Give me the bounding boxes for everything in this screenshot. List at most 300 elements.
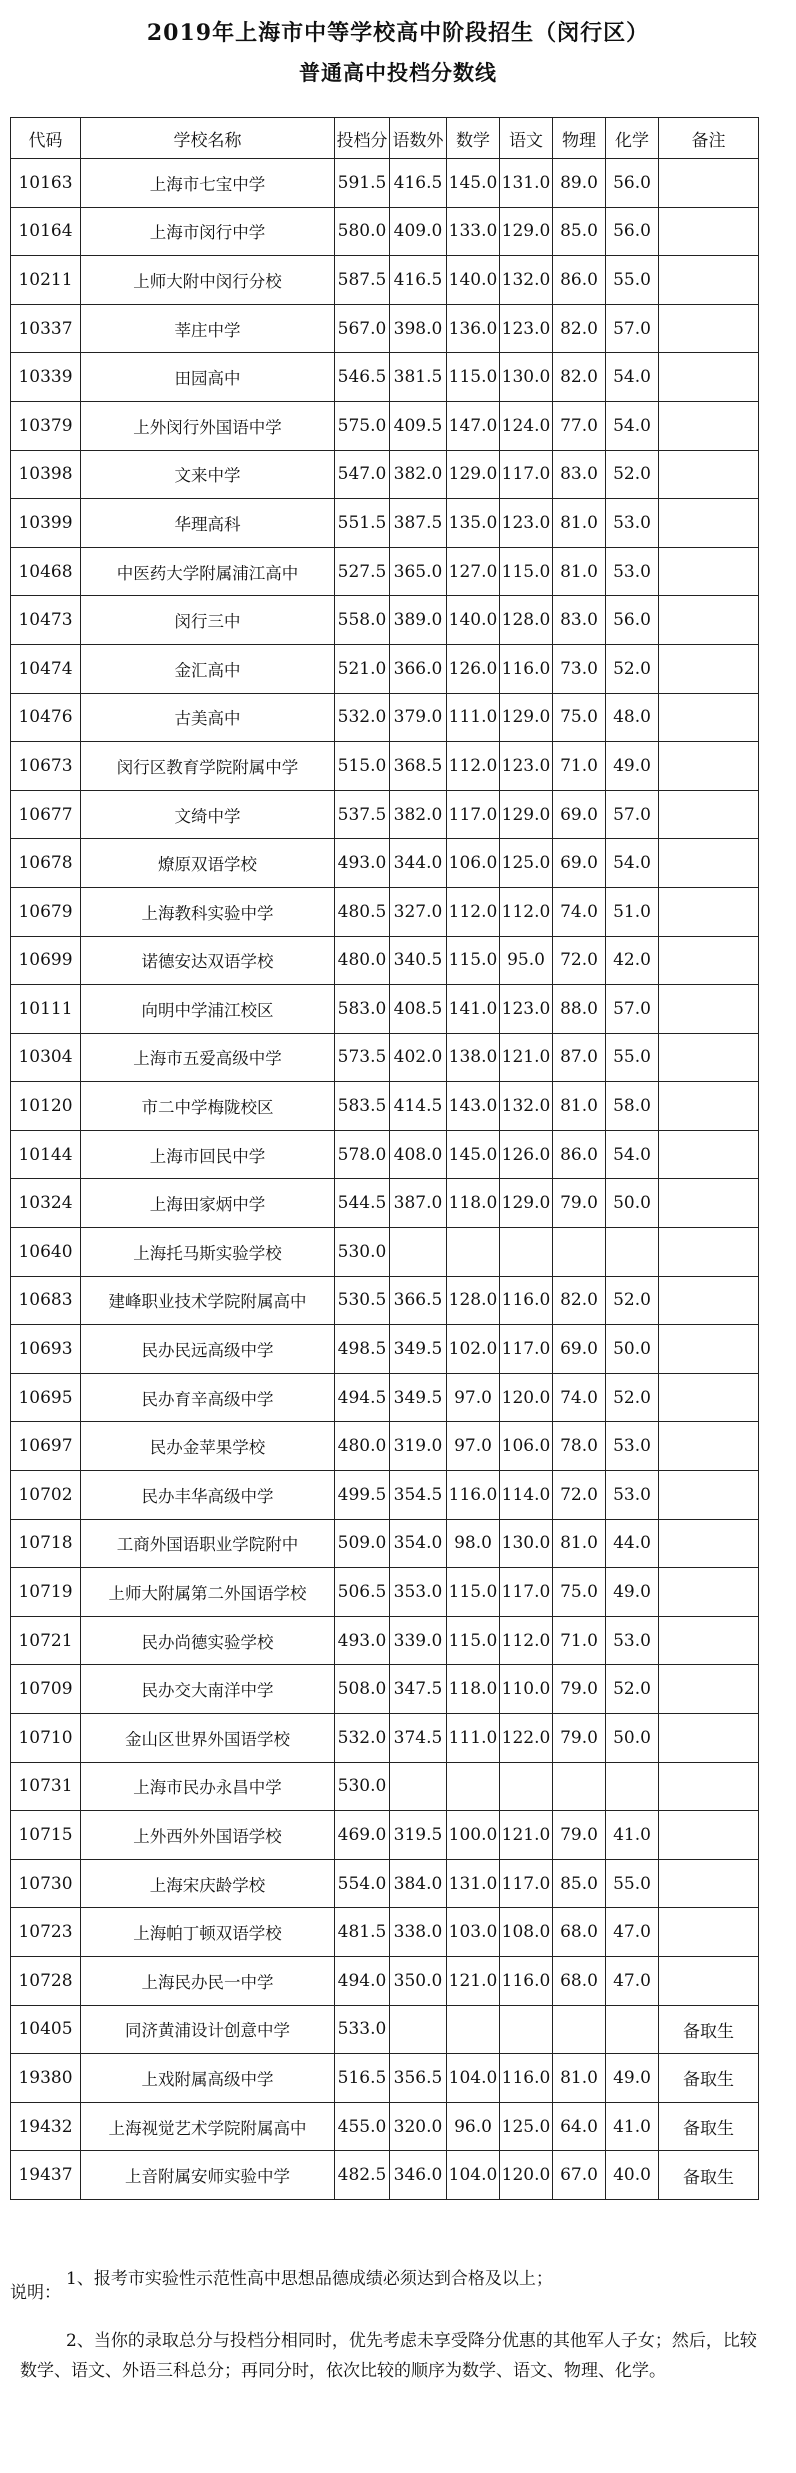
notes-label: 说明： bbox=[10, 2283, 61, 2303]
notes-section bbox=[10, 2264, 770, 2386]
chinese-cell: 129.0 bbox=[500, 207, 553, 256]
code-cell: 10702 bbox=[11, 1471, 81, 1520]
remarks-cell bbox=[659, 644, 759, 693]
math-cell: 111.0 bbox=[447, 1714, 500, 1763]
chinese-cell: 123.0 bbox=[500, 985, 553, 1034]
physics-cell: 75.0 bbox=[553, 1568, 606, 1617]
chinese-cell: 120.0 bbox=[500, 2151, 553, 2200]
code-cell: 10476 bbox=[11, 693, 81, 742]
chinese-cell: 129.0 bbox=[500, 1179, 553, 1228]
physics-cell: 81.0 bbox=[553, 1519, 606, 1568]
table-row bbox=[11, 1325, 759, 1374]
school-name-cell: 市二中学梅陇校区 bbox=[81, 1082, 335, 1131]
remarks-cell bbox=[659, 207, 759, 256]
physics-cell: 81.0 bbox=[553, 547, 606, 596]
code-cell: 10304 bbox=[11, 1033, 81, 1082]
table-row bbox=[11, 1373, 759, 1422]
chinese-math-english-cell: 402.0 bbox=[390, 1033, 447, 1082]
math-cell: 118.0 bbox=[447, 1665, 500, 1714]
table-row bbox=[11, 887, 759, 936]
math-cell: 96.0 bbox=[447, 2102, 500, 2151]
school-name-cell: 闵行三中 bbox=[81, 596, 335, 645]
table-row bbox=[11, 2102, 759, 2151]
math-cell: 104.0 bbox=[447, 2151, 500, 2200]
table-row bbox=[11, 256, 759, 305]
physics-cell: 73.0 bbox=[553, 644, 606, 693]
chinese-math-english-cell: 320.0 bbox=[390, 2102, 447, 2151]
remarks-cell bbox=[659, 1373, 759, 1422]
physics-cell: 79.0 bbox=[553, 1714, 606, 1763]
chemistry-cell: 54.0 bbox=[606, 401, 659, 450]
remarks-cell bbox=[659, 1228, 759, 1277]
chinese-math-english-cell: 408.5 bbox=[390, 985, 447, 1034]
chinese-math-english-cell: 366.0 bbox=[390, 644, 447, 693]
remarks-cell bbox=[659, 693, 759, 742]
math-cell: 100.0 bbox=[447, 1811, 500, 1860]
cutoff-score-cell: 583.0 bbox=[335, 985, 390, 1034]
math-cell bbox=[447, 1228, 500, 1277]
cutoff-score-cell: 499.5 bbox=[335, 1471, 390, 1520]
chinese-math-english-cell: 344.0 bbox=[390, 839, 447, 888]
chinese-math-english-cell: 409.5 bbox=[390, 401, 447, 450]
chinese-math-english-cell: 349.5 bbox=[390, 1373, 447, 1422]
chinese-math-english-cell: 408.0 bbox=[390, 1130, 447, 1179]
chemistry-cell: 51.0 bbox=[606, 887, 659, 936]
code-cell: 10398 bbox=[11, 450, 81, 499]
physics-cell: 81.0 bbox=[553, 1082, 606, 1131]
chinese-cell: 117.0 bbox=[500, 1859, 553, 1908]
cutoff-score-cell: 508.0 bbox=[335, 1665, 390, 1714]
cutoff-score-cell: 537.5 bbox=[335, 790, 390, 839]
chinese-math-english-cell bbox=[390, 1228, 447, 1277]
math-cell: 115.0 bbox=[447, 353, 500, 402]
chinese-cell: 121.0 bbox=[500, 1033, 553, 1082]
chemistry-cell: 52.0 bbox=[606, 450, 659, 499]
school-name-cell: 上海市七宝中学 bbox=[81, 159, 335, 208]
cutoff-score-cell: 515.0 bbox=[335, 742, 390, 791]
school-name-cell: 上海市回民中学 bbox=[81, 1130, 335, 1179]
chinese-math-english-cell: 368.5 bbox=[390, 742, 447, 791]
chinese-cell: 123.0 bbox=[500, 304, 553, 353]
physics-cell: 85.0 bbox=[553, 1859, 606, 1908]
physics-cell: 83.0 bbox=[553, 450, 606, 499]
chinese-math-english-cell: 354.5 bbox=[390, 1471, 447, 1520]
code-cell: 10677 bbox=[11, 790, 81, 839]
remarks-cell: 备取生 bbox=[659, 2151, 759, 2200]
chinese-cell: 132.0 bbox=[500, 256, 553, 305]
chinese-cell: 130.0 bbox=[500, 353, 553, 402]
physics-cell: 71.0 bbox=[553, 742, 606, 791]
remarks-cell bbox=[659, 742, 759, 791]
chemistry-cell bbox=[606, 1228, 659, 1277]
table-row bbox=[11, 1956, 759, 2005]
physics-cell: 85.0 bbox=[553, 207, 606, 256]
page-subtitle: 普通高中投档分数线 bbox=[299, 60, 497, 85]
chinese-cell: 123.0 bbox=[500, 499, 553, 548]
chemistry-cell: 50.0 bbox=[606, 1179, 659, 1228]
cutoff-score-cell: 480.0 bbox=[335, 936, 390, 985]
chinese-math-english-cell: 374.5 bbox=[390, 1714, 447, 1763]
remarks-cell bbox=[659, 1811, 759, 1860]
header-cutoff-score: 投档分 bbox=[335, 118, 390, 159]
code-cell: 10379 bbox=[11, 401, 81, 450]
table-row bbox=[11, 1811, 759, 1860]
code-cell: 19432 bbox=[11, 2102, 81, 2151]
remarks-cell bbox=[659, 1325, 759, 1374]
code-cell: 10473 bbox=[11, 596, 81, 645]
school-name-cell: 上海托马斯实验学校 bbox=[81, 1228, 335, 1277]
remarks-cell bbox=[659, 839, 759, 888]
chemistry-cell: 56.0 bbox=[606, 596, 659, 645]
physics-cell: 79.0 bbox=[553, 1665, 606, 1714]
chemistry-cell: 52.0 bbox=[606, 644, 659, 693]
remarks-cell bbox=[659, 790, 759, 839]
remarks-cell bbox=[659, 1616, 759, 1665]
cutoff-score-cell: 578.0 bbox=[335, 1130, 390, 1179]
chinese-math-english-cell: 398.0 bbox=[390, 304, 447, 353]
table-row bbox=[11, 401, 759, 450]
physics-cell: 82.0 bbox=[553, 353, 606, 402]
math-cell: 126.0 bbox=[447, 644, 500, 693]
remarks-cell bbox=[659, 1471, 759, 1520]
chinese-cell: 121.0 bbox=[500, 1811, 553, 1860]
physics-cell: 89.0 bbox=[553, 159, 606, 208]
chinese-cell: 120.0 bbox=[500, 1373, 553, 1422]
chinese-cell: 122.0 bbox=[500, 1714, 553, 1763]
chinese-cell: 116.0 bbox=[500, 1956, 553, 2005]
cutoff-score-cell: 530.0 bbox=[335, 1762, 390, 1811]
physics-cell: 69.0 bbox=[553, 790, 606, 839]
code-cell: 10693 bbox=[11, 1325, 81, 1374]
table-row bbox=[11, 1228, 759, 1277]
physics-cell: 69.0 bbox=[553, 839, 606, 888]
math-cell: 115.0 bbox=[447, 1616, 500, 1665]
school-name-cell: 田园高中 bbox=[81, 353, 335, 402]
chinese-math-english-cell: 379.0 bbox=[390, 693, 447, 742]
math-cell: 98.0 bbox=[447, 1519, 500, 1568]
table-row bbox=[11, 1471, 759, 1520]
chinese-math-english-cell: 339.0 bbox=[390, 1616, 447, 1665]
school-name-cell: 向明中学浦江校区 bbox=[81, 985, 335, 1034]
math-cell bbox=[447, 2005, 500, 2054]
table-row bbox=[11, 1568, 759, 1617]
chinese-math-english-cell: 387.5 bbox=[390, 499, 447, 548]
math-cell: 115.0 bbox=[447, 936, 500, 985]
physics-cell: 68.0 bbox=[553, 1956, 606, 2005]
table-row bbox=[11, 644, 759, 693]
physics-cell: 78.0 bbox=[553, 1422, 606, 1471]
school-name-cell: 莘庄中学 bbox=[81, 304, 335, 353]
remarks-cell bbox=[659, 1179, 759, 1228]
math-cell: 145.0 bbox=[447, 159, 500, 208]
remarks-cell bbox=[659, 499, 759, 548]
code-cell: 10683 bbox=[11, 1276, 81, 1325]
chemistry-cell: 49.0 bbox=[606, 1568, 659, 1617]
chemistry-cell: 47.0 bbox=[606, 1956, 659, 2005]
cutoff-score-cell: 530.5 bbox=[335, 1276, 390, 1325]
remarks-cell: 备取生 bbox=[659, 2054, 759, 2103]
chemistry-cell: 54.0 bbox=[606, 353, 659, 402]
chinese-math-english-cell: 350.0 bbox=[390, 1956, 447, 2005]
school-name-cell: 金汇高中 bbox=[81, 644, 335, 693]
chinese-cell: 95.0 bbox=[500, 936, 553, 985]
math-cell: 127.0 bbox=[447, 547, 500, 596]
cutoff-score-cell: 469.0 bbox=[335, 1811, 390, 1860]
school-name-cell: 上海市闵行中学 bbox=[81, 207, 335, 256]
math-cell: 118.0 bbox=[447, 1179, 500, 1228]
math-cell: 128.0 bbox=[447, 1276, 500, 1325]
physics-cell: 82.0 bbox=[553, 304, 606, 353]
cutoff-score-cell: 573.5 bbox=[335, 1033, 390, 1082]
chinese-math-english-cell: 349.5 bbox=[390, 1325, 447, 1374]
code-cell: 10120 bbox=[11, 1082, 81, 1131]
math-cell: 140.0 bbox=[447, 596, 500, 645]
table-row bbox=[11, 2151, 759, 2200]
physics-cell: 86.0 bbox=[553, 256, 606, 305]
code-cell: 10730 bbox=[11, 1859, 81, 1908]
cutoff-score-cell: 480.5 bbox=[335, 887, 390, 936]
chinese-cell: 110.0 bbox=[500, 1665, 553, 1714]
chemistry-cell: 41.0 bbox=[606, 2102, 659, 2151]
math-cell: 97.0 bbox=[447, 1373, 500, 1422]
physics-cell: 64.0 bbox=[553, 2102, 606, 2151]
math-cell: 111.0 bbox=[447, 693, 500, 742]
math-cell: 115.0 bbox=[447, 1568, 500, 1617]
table-header-row bbox=[11, 118, 759, 159]
chinese-cell: 125.0 bbox=[500, 2102, 553, 2151]
code-cell: 10111 bbox=[11, 985, 81, 1034]
chemistry-cell: 53.0 bbox=[606, 1616, 659, 1665]
code-cell: 10695 bbox=[11, 1373, 81, 1422]
code-cell: 10337 bbox=[11, 304, 81, 353]
cutoff-score-cell: 481.5 bbox=[335, 1908, 390, 1957]
school-name-cell: 工商外国语职业学院附中 bbox=[81, 1519, 335, 1568]
cutoff-score-cell: 546.5 bbox=[335, 353, 390, 402]
remarks-cell bbox=[659, 596, 759, 645]
chinese-math-english-cell: 387.0 bbox=[390, 1179, 447, 1228]
code-cell: 10144 bbox=[11, 1130, 81, 1179]
code-cell: 10339 bbox=[11, 353, 81, 402]
math-cell: 133.0 bbox=[447, 207, 500, 256]
cutoff-score-cell: 493.0 bbox=[335, 839, 390, 888]
page-title: 2019年上海市中等学校高中阶段招生（闵行区） bbox=[146, 20, 650, 46]
math-cell bbox=[447, 1762, 500, 1811]
remarks-cell bbox=[659, 1908, 759, 1957]
chemistry-cell: 40.0 bbox=[606, 2151, 659, 2200]
chemistry-cell: 56.0 bbox=[606, 207, 659, 256]
school-name-cell: 金山区世界外国语学校 bbox=[81, 1714, 335, 1763]
chemistry-cell: 50.0 bbox=[606, 1325, 659, 1374]
table-row bbox=[11, 1179, 759, 1228]
cutoff-score-cell: 533.0 bbox=[335, 2005, 390, 2054]
table-row bbox=[11, 936, 759, 985]
math-cell: 121.0 bbox=[447, 1956, 500, 2005]
school-name-cell: 上海田家炳中学 bbox=[81, 1179, 335, 1228]
math-cell: 112.0 bbox=[447, 742, 500, 791]
remarks-cell bbox=[659, 1859, 759, 1908]
physics-cell: 79.0 bbox=[553, 1179, 606, 1228]
remarks-cell bbox=[659, 450, 759, 499]
table-row bbox=[11, 1276, 759, 1325]
school-name-cell: 民办民远高级中学 bbox=[81, 1325, 335, 1374]
note-item-2: 2、当你的录取总分与投档分相同时，优先考虑未享受降分优惠的其他军人子女；然后，比较数学、语文、外语三科总分；再同分时，依次比较的顺序为数学、语文、物理、化学。 bbox=[20, 2331, 757, 2381]
math-cell: 103.0 bbox=[447, 1908, 500, 1957]
remarks-cell bbox=[659, 1276, 759, 1325]
table-row bbox=[11, 159, 759, 208]
code-cell: 10721 bbox=[11, 1616, 81, 1665]
chemistry-cell bbox=[606, 2005, 659, 2054]
table-row bbox=[11, 596, 759, 645]
code-cell: 10640 bbox=[11, 1228, 81, 1277]
header-code: 代码 bbox=[11, 118, 81, 159]
table-row bbox=[11, 839, 759, 888]
physics-cell: 71.0 bbox=[553, 1616, 606, 1665]
table-row bbox=[11, 304, 759, 353]
chinese-math-english-cell: 347.5 bbox=[390, 1665, 447, 1714]
chemistry-cell: 50.0 bbox=[606, 1714, 659, 1763]
chemistry-cell: 57.0 bbox=[606, 304, 659, 353]
chinese-math-english-cell: 354.0 bbox=[390, 1519, 447, 1568]
chinese-cell: 130.0 bbox=[500, 1519, 553, 1568]
math-cell: 104.0 bbox=[447, 2054, 500, 2103]
math-cell: 145.0 bbox=[447, 1130, 500, 1179]
chinese-math-english-cell: 409.0 bbox=[390, 207, 447, 256]
chinese-math-english-cell: 389.0 bbox=[390, 596, 447, 645]
cutoff-score-cell: 544.5 bbox=[335, 1179, 390, 1228]
chemistry-cell: 49.0 bbox=[606, 2054, 659, 2103]
chinese-math-english-cell: 382.0 bbox=[390, 790, 447, 839]
math-cell: 117.0 bbox=[447, 790, 500, 839]
table-row bbox=[11, 1908, 759, 1957]
cutoff-score-cell: 494.5 bbox=[335, 1373, 390, 1422]
physics-cell: 72.0 bbox=[553, 1471, 606, 1520]
chemistry-cell: 53.0 bbox=[606, 499, 659, 548]
math-cell: 143.0 bbox=[447, 1082, 500, 1131]
math-cell: 141.0 bbox=[447, 985, 500, 1034]
table-row bbox=[11, 207, 759, 256]
remarks-cell bbox=[659, 256, 759, 305]
table-row bbox=[11, 1859, 759, 1908]
chemistry-cell: 55.0 bbox=[606, 1859, 659, 1908]
code-cell: 10710 bbox=[11, 1714, 81, 1763]
school-name-cell: 燎原双语学校 bbox=[81, 839, 335, 888]
remarks-cell bbox=[659, 353, 759, 402]
cutoff-score-cell: 506.5 bbox=[335, 1568, 390, 1617]
chinese-cell bbox=[500, 2005, 553, 2054]
cutoff-score-cell: 567.0 bbox=[335, 304, 390, 353]
school-name-cell: 上音附属安师实验中学 bbox=[81, 2151, 335, 2200]
code-cell: 19437 bbox=[11, 2151, 81, 2200]
cutoff-score-cell: 558.0 bbox=[335, 596, 390, 645]
school-name-cell: 民办交大南洋中学 bbox=[81, 1665, 335, 1714]
chinese-math-english-cell bbox=[390, 2005, 447, 2054]
table-row bbox=[11, 1130, 759, 1179]
chinese-cell: 108.0 bbox=[500, 1908, 553, 1957]
code-cell: 10474 bbox=[11, 644, 81, 693]
chemistry-cell: 53.0 bbox=[606, 1471, 659, 1520]
code-cell: 10697 bbox=[11, 1422, 81, 1471]
table-row bbox=[11, 1519, 759, 1568]
chinese-cell: 116.0 bbox=[500, 644, 553, 693]
chinese-math-english-cell: 365.0 bbox=[390, 547, 447, 596]
school-name-cell: 古美高中 bbox=[81, 693, 335, 742]
school-name-cell: 民办育辛高级中学 bbox=[81, 1373, 335, 1422]
cutoff-score-cell: 509.0 bbox=[335, 1519, 390, 1568]
school-name-cell: 同济黄浦设计创意中学 bbox=[81, 2005, 335, 2054]
code-cell: 10673 bbox=[11, 742, 81, 791]
physics-cell: 77.0 bbox=[553, 401, 606, 450]
code-cell: 10715 bbox=[11, 1811, 81, 1860]
math-cell: 116.0 bbox=[447, 1471, 500, 1520]
school-name-cell: 上海市五爱高级中学 bbox=[81, 1033, 335, 1082]
cutoff-score-cell: 554.0 bbox=[335, 1859, 390, 1908]
chemistry-cell: 55.0 bbox=[606, 256, 659, 305]
school-name-cell: 上海宋庆龄学校 bbox=[81, 1859, 335, 1908]
chinese-math-english-cell: 414.5 bbox=[390, 1082, 447, 1131]
cutoff-score-cell: 530.0 bbox=[335, 1228, 390, 1277]
remarks-cell bbox=[659, 401, 759, 450]
table-row bbox=[11, 450, 759, 499]
cutoff-score-cell: 532.0 bbox=[335, 1714, 390, 1763]
code-cell: 10324 bbox=[11, 1179, 81, 1228]
school-name-cell: 建峰职业技术学院附属高中 bbox=[81, 1276, 335, 1325]
remarks-cell bbox=[659, 1956, 759, 2005]
code-cell: 10718 bbox=[11, 1519, 81, 1568]
table-row bbox=[11, 353, 759, 402]
remarks-cell bbox=[659, 304, 759, 353]
chinese-cell bbox=[500, 1228, 553, 1277]
cutoff-score-cell: 580.0 bbox=[335, 207, 390, 256]
chinese-cell: 124.0 bbox=[500, 401, 553, 450]
table-row bbox=[11, 1616, 759, 1665]
school-name-cell: 上外西外外国语学校 bbox=[81, 1811, 335, 1860]
cutoff-score-cell: 591.5 bbox=[335, 159, 390, 208]
school-name-cell: 闵行区教育学院附属中学 bbox=[81, 742, 335, 791]
chinese-cell: 114.0 bbox=[500, 1471, 553, 1520]
school-name-cell: 诺德安达双语学校 bbox=[81, 936, 335, 985]
table-row bbox=[11, 1714, 759, 1763]
chemistry-cell: 56.0 bbox=[606, 159, 659, 208]
cutoff-score-cell: 532.0 bbox=[335, 693, 390, 742]
header-math: 数学 bbox=[447, 118, 500, 159]
chinese-math-english-cell: 346.0 bbox=[390, 2151, 447, 2200]
chinese-math-english-cell: 416.5 bbox=[390, 256, 447, 305]
chinese-math-english-cell: 384.0 bbox=[390, 1859, 447, 1908]
cutoff-score-cell: 455.0 bbox=[335, 2102, 390, 2151]
cutoff-score-cell: 516.5 bbox=[335, 2054, 390, 2103]
cutoff-score-cell: 493.0 bbox=[335, 1616, 390, 1665]
chinese-cell: 123.0 bbox=[500, 742, 553, 791]
code-cell: 10164 bbox=[11, 207, 81, 256]
table-row bbox=[11, 1082, 759, 1131]
chinese-math-english-cell: 338.0 bbox=[390, 1908, 447, 1957]
remarks-cell bbox=[659, 1568, 759, 1617]
physics-cell: 72.0 bbox=[553, 936, 606, 985]
physics-cell bbox=[553, 2005, 606, 2054]
school-name-cell: 华理高科 bbox=[81, 499, 335, 548]
remarks-cell bbox=[659, 1714, 759, 1763]
physics-cell: 82.0 bbox=[553, 1276, 606, 1325]
cutoff-score-cell: 498.5 bbox=[335, 1325, 390, 1374]
physics-cell: 81.0 bbox=[553, 499, 606, 548]
header-physics: 物理 bbox=[553, 118, 606, 159]
math-cell: 136.0 bbox=[447, 304, 500, 353]
school-name-cell: 上师大附属第二外国语学校 bbox=[81, 1568, 335, 1617]
math-cell: 102.0 bbox=[447, 1325, 500, 1374]
code-cell: 10405 bbox=[11, 2005, 81, 2054]
table-row bbox=[11, 1033, 759, 1082]
math-cell: 97.0 bbox=[447, 1422, 500, 1471]
